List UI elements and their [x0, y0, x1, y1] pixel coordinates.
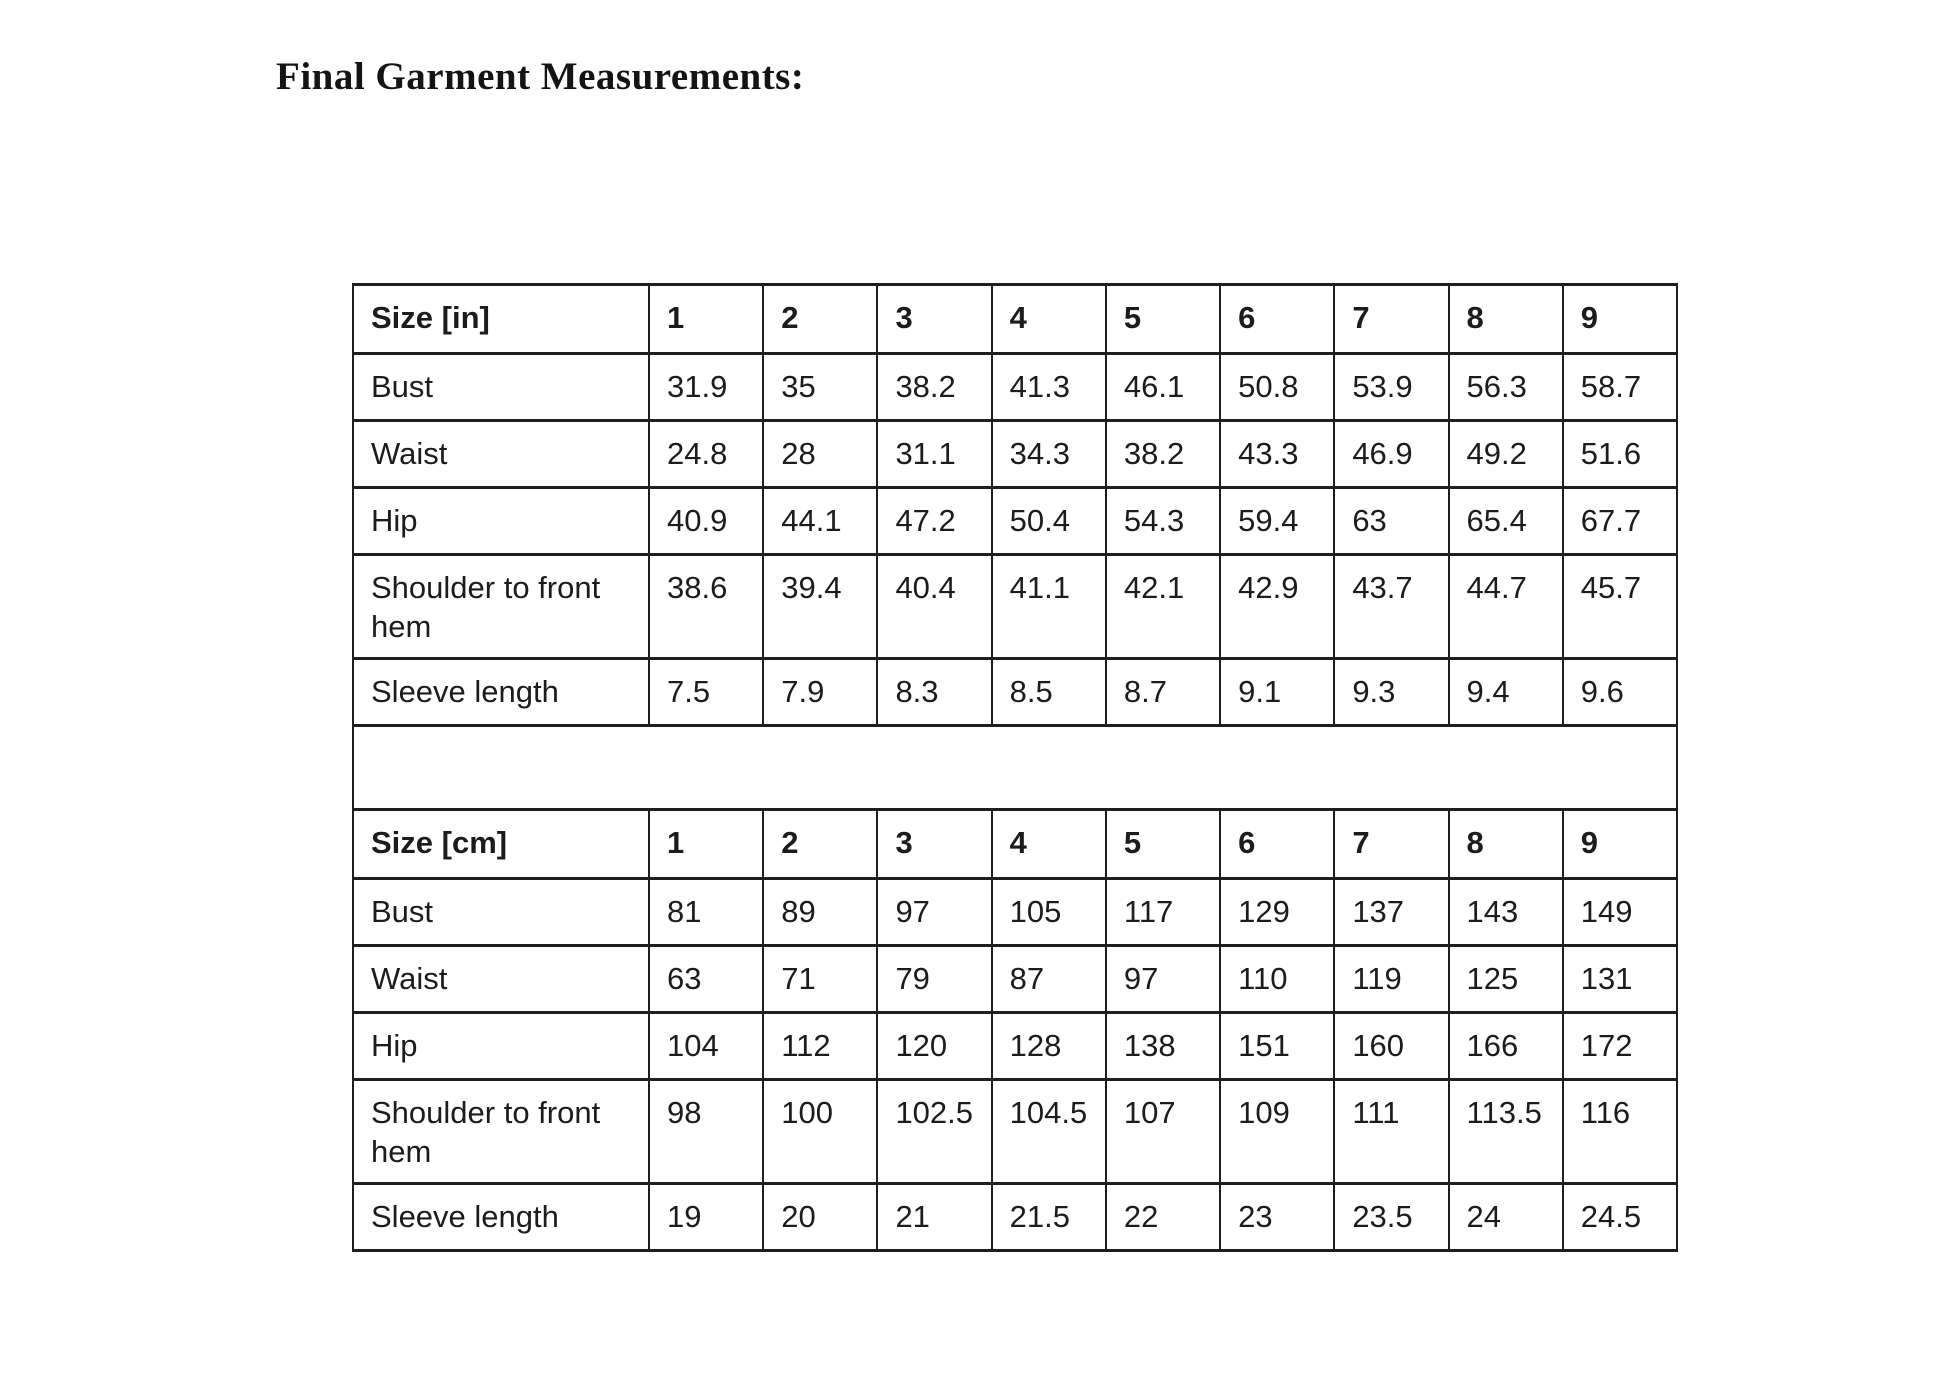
size-column-header: 4: [992, 285, 1106, 354]
size-header-row-centimeters: [353, 810, 1677, 879]
measurement-value: 67.7: [1563, 488, 1677, 555]
measurement-value: 8.5: [992, 659, 1106, 726]
row-label: Hip: [353, 1013, 649, 1080]
measurement-value: 19: [649, 1184, 763, 1251]
measurement-value: 47.2: [877, 488, 991, 555]
measurement-value: 54.3: [1106, 488, 1220, 555]
row-label: Shoulder to front hem: [353, 555, 649, 659]
page-title: Final Garment Measurements:: [276, 55, 805, 98]
measurement-value: 89: [763, 879, 877, 946]
size-column-header: 8: [1449, 285, 1563, 354]
measurement-value: 59.4: [1220, 488, 1334, 555]
measurement-value: 46.9: [1334, 421, 1448, 488]
measurement-value: 117: [1106, 879, 1220, 946]
measurement-value: 38.6: [649, 555, 763, 659]
measurement-value: 120: [877, 1013, 991, 1080]
measurement-value: 87: [992, 946, 1106, 1013]
measurement-value: 9.6: [1563, 659, 1677, 726]
row-label: Waist: [353, 421, 649, 488]
measurement-value: 63: [1334, 488, 1448, 555]
measurement-value: 107: [1106, 1080, 1220, 1184]
measurement-value: 110: [1220, 946, 1334, 1013]
measurement-value: 112: [763, 1013, 877, 1080]
measurement-value: 81: [649, 879, 763, 946]
table-spacer-row: [353, 726, 1677, 810]
size-column-header: 3: [877, 285, 991, 354]
measurement-value: 45.7: [1563, 555, 1677, 659]
measurement-value: 56.3: [1449, 354, 1563, 421]
measurement-value: 9.3: [1334, 659, 1448, 726]
measurement-value: 63: [649, 946, 763, 1013]
measurement-value: 172: [1563, 1013, 1677, 1080]
size-column-header: 6: [1220, 810, 1334, 879]
measurement-value: 38.2: [1106, 421, 1220, 488]
row-label: Hip: [353, 488, 649, 555]
measurement-row-waist-inches: [353, 421, 1677, 488]
measurement-value: 40.9: [649, 488, 763, 555]
measurement-value: 143: [1449, 879, 1563, 946]
measurement-row-bust-inches: [353, 354, 1677, 421]
measurement-value: 43.7: [1334, 555, 1448, 659]
measurement-row-waist-centimeters: [353, 946, 1677, 1013]
measurement-value: 8.3: [877, 659, 991, 726]
measurement-value: 97: [1106, 946, 1220, 1013]
measurement-value: 65.4: [1449, 488, 1563, 555]
measurement-value: 79: [877, 946, 991, 1013]
size-column-header: 1: [649, 810, 763, 879]
measurement-value: 44.7: [1449, 555, 1563, 659]
measurement-value: 41.1: [992, 555, 1106, 659]
measurement-value: 23: [1220, 1184, 1334, 1251]
garment-measurements-table: [352, 283, 1678, 1252]
row-label: Bust: [353, 879, 649, 946]
measurement-value: 21: [877, 1184, 991, 1251]
size-column-header: 3: [877, 810, 991, 879]
measurement-value: 44.1: [763, 488, 877, 555]
measurement-value: 125: [1449, 946, 1563, 1013]
measurement-value: 39.4: [763, 555, 877, 659]
measurement-value: 51.6: [1563, 421, 1677, 488]
measurement-row-shoulder-to-front-hem-centimeters: [353, 1080, 1677, 1184]
garment-measurements-table-body: [353, 285, 1677, 1251]
size-unit-header-centimeters: Size [cm]: [353, 810, 649, 879]
measurement-value: 22: [1106, 1184, 1220, 1251]
measurement-value: 20: [763, 1184, 877, 1251]
measurement-row-bust-centimeters: [353, 879, 1677, 946]
measurement-row-sleeve-length-inches: [353, 659, 1677, 726]
measurement-value: 31.9: [649, 354, 763, 421]
measurement-value: 109: [1220, 1080, 1334, 1184]
measurement-value: 8.7: [1106, 659, 1220, 726]
size-column-header: 6: [1220, 285, 1334, 354]
size-column-header: 8: [1449, 810, 1563, 879]
measurement-value: 128: [992, 1013, 1106, 1080]
measurement-value: 28: [763, 421, 877, 488]
measurement-value: 71: [763, 946, 877, 1013]
size-column-header: 4: [992, 810, 1106, 879]
size-column-header: 9: [1563, 810, 1677, 879]
measurement-value: 137: [1334, 879, 1448, 946]
size-header-row-inches: [353, 285, 1677, 354]
measurement-value: 151: [1220, 1013, 1334, 1080]
size-column-header: 7: [1334, 285, 1448, 354]
measurement-value: 58.7: [1563, 354, 1677, 421]
measurement-row-hip-inches: [353, 488, 1677, 555]
measurement-value: 40.4: [877, 555, 991, 659]
measurement-row-shoulder-to-front-hem-inches: [353, 555, 1677, 659]
measurement-value: 49.2: [1449, 421, 1563, 488]
measurement-value: 7.5: [649, 659, 763, 726]
measurement-value: 31.1: [877, 421, 991, 488]
measurement-value: 111: [1334, 1080, 1448, 1184]
measurement-value: 129: [1220, 879, 1334, 946]
measurement-value: 97: [877, 879, 991, 946]
measurement-value: 7.9: [763, 659, 877, 726]
measurement-value: 102.5: [877, 1080, 991, 1184]
measurement-value: 35: [763, 354, 877, 421]
size-column-header: 5: [1106, 810, 1220, 879]
measurement-value: 113.5: [1449, 1080, 1563, 1184]
measurement-value: 105: [992, 879, 1106, 946]
measurement-value: 116: [1563, 1080, 1677, 1184]
size-column-header: 9: [1563, 285, 1677, 354]
measurement-value: 42.1: [1106, 555, 1220, 659]
measurement-value: 38.2: [877, 354, 991, 421]
measurement-value: 166: [1449, 1013, 1563, 1080]
measurement-value: 138: [1106, 1013, 1220, 1080]
measurement-value: 24.8: [649, 421, 763, 488]
row-label: Waist: [353, 946, 649, 1013]
row-label: Bust: [353, 354, 649, 421]
measurement-row-sleeve-length-centimeters: [353, 1184, 1677, 1251]
size-column-header: 5: [1106, 285, 1220, 354]
size-column-header: 1: [649, 285, 763, 354]
measurement-value: 43.3: [1220, 421, 1334, 488]
measurement-value: 131: [1563, 946, 1677, 1013]
measurement-value: 42.9: [1220, 555, 1334, 659]
measurement-value: 53.9: [1334, 354, 1448, 421]
measurement-value: 9.1: [1220, 659, 1334, 726]
row-label: Shoulder to front hem: [353, 1080, 649, 1184]
measurement-value: 100: [763, 1080, 877, 1184]
row-label: Sleeve length: [353, 659, 649, 726]
spacer-cell: [353, 726, 1677, 810]
size-column-header: 7: [1334, 810, 1448, 879]
row-label: Sleeve length: [353, 1184, 649, 1251]
measurement-value: 149: [1563, 879, 1677, 946]
size-column-header: 2: [763, 285, 877, 354]
measurement-value: 98: [649, 1080, 763, 1184]
measurement-value: 50.4: [992, 488, 1106, 555]
measurement-value: 104: [649, 1013, 763, 1080]
measurement-value: 160: [1334, 1013, 1448, 1080]
measurement-value: 34.3: [992, 421, 1106, 488]
measurement-row-hip-centimeters: [353, 1013, 1677, 1080]
measurement-value: 104.5: [992, 1080, 1106, 1184]
size-column-header: 2: [763, 810, 877, 879]
measurement-value: 50.8: [1220, 354, 1334, 421]
size-unit-header-inches: Size [in]: [353, 285, 649, 354]
measurement-value: 23.5: [1334, 1184, 1448, 1251]
measurement-value: 119: [1334, 946, 1448, 1013]
measurement-value: 24: [1449, 1184, 1563, 1251]
measurement-value: 41.3: [992, 354, 1106, 421]
measurement-value: 9.4: [1449, 659, 1563, 726]
measurement-value: 24.5: [1563, 1184, 1677, 1251]
measurement-value: 21.5: [992, 1184, 1106, 1251]
measurement-value: 46.1: [1106, 354, 1220, 421]
